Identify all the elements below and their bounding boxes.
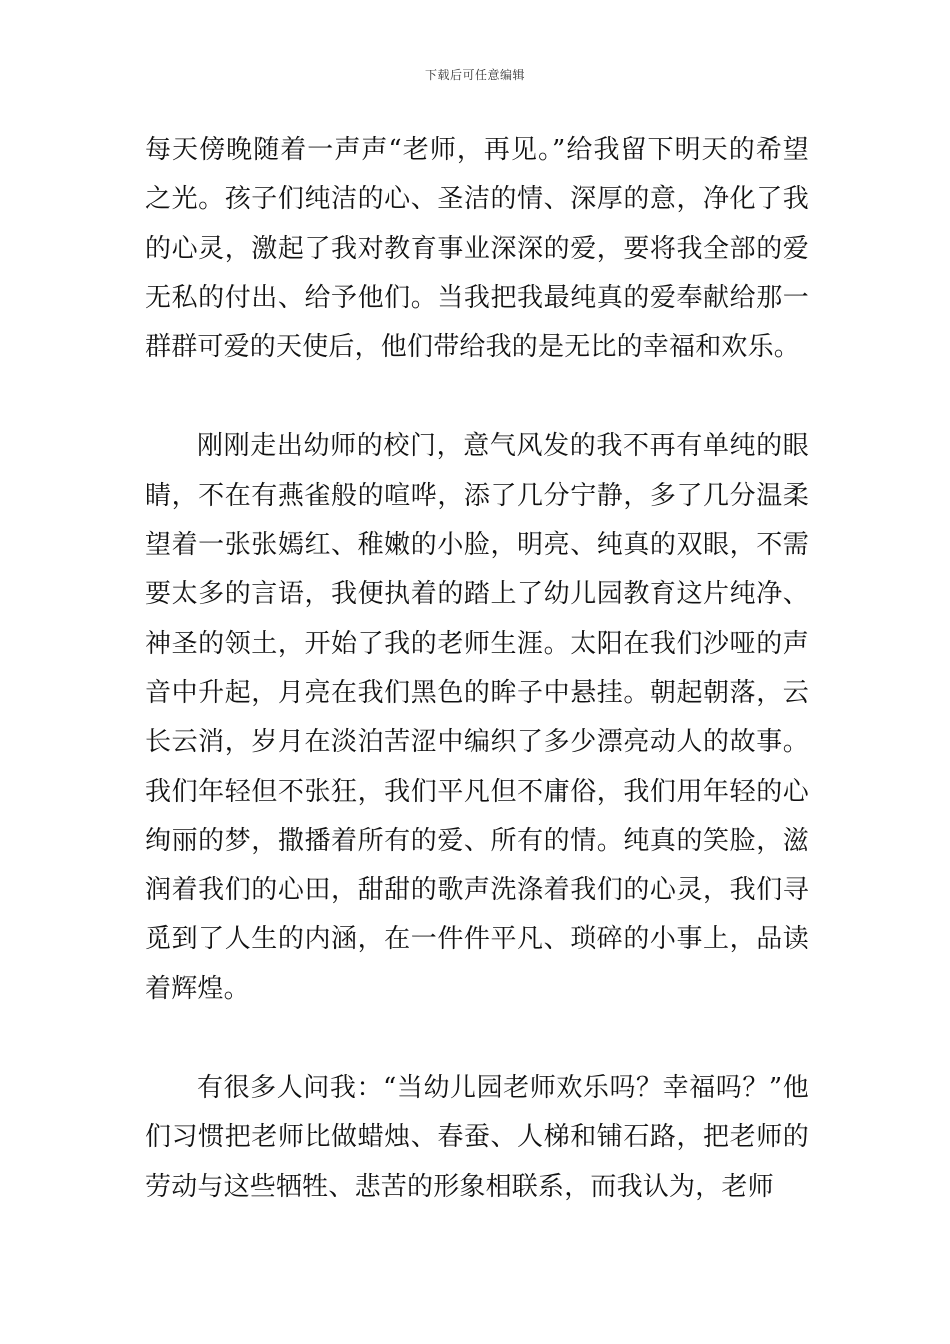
page-header: 下载后可任意编辑: [424, 68, 525, 82]
paragraph-1: 每天傍晚随着一声声“老师，再见。”给我留下明天的希望之光。孩子们纯洁的心、圣洁的情、深厚的意，净化了我的心灵，激起了我对教育事业深深的爱，要将我全部的爱无私的付出、给予他们。当我把我最纯真的爱奉献给那一群群可爱的天使后，他们带给我的是无比的幸福和欢乐。: [145, 135, 809, 363]
document-body: [145, 126, 809, 1212]
paragraph-2: 刚刚走出幼师的校门，意气风发的我不再有单纯的眼睛，不在有燕雀般的喧哗，添了几分宁静，多了几分温柔望着一张张嫣红、稚嫩的小脸，明亮、纯真的双眼，不需要太多的言语，我便执着的踏上了幼儿园教育这片纯净、神圣的领土，开始了我的老师生涯。太阳在我们沙哑的声音中升起，月亮在我们黑色的眸子中悬挂。朝起朝落，云长云消，岁月在淡泊苦涩中编织了多少漂亮动人的故事。我们年轻但不张狂，我们平凡但不庸俗，我们用年轻的心绚丽的梦，撒播着所有的爱、所有的情。纯真的笑脸，滋润着我们的心田，甜甜的歌声洗涤着我们的心灵，我们寻觅到了人生的内涵，在一件件平凡、琐碎的小事上，品读着辉煌。: [145, 431, 809, 1004]
paragraph-spacer: [145, 1014, 809, 1064]
paragraph-spacer: [145, 372, 809, 422]
paragraph-3: 有很多人问我：“当幼儿园老师欢乐吗？幸福吗？”他们习惯把老师比做蜡烛、春蚕、人梯和铺石路，把老师的劳动与这些牺牲、悲苦的形象相联系，而我认为，老师: [145, 1073, 809, 1202]
